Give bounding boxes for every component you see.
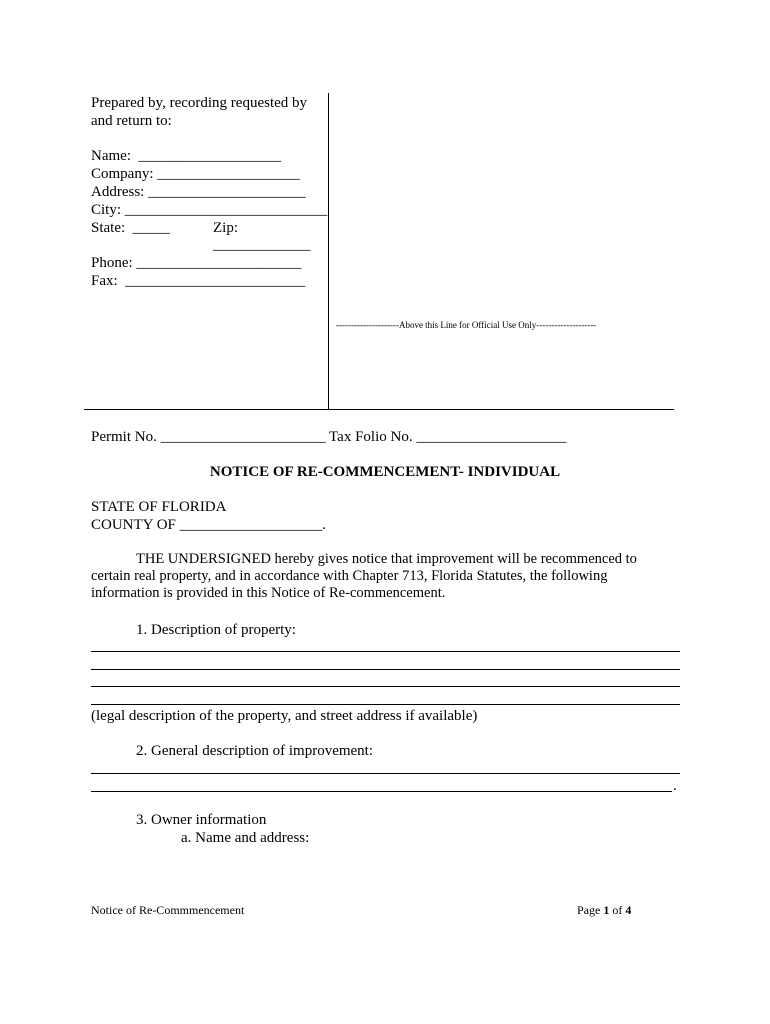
official-use-divider <box>328 93 329 409</box>
section1-heading: 1. Description of property: <box>136 622 296 638</box>
name-field[interactable]: Name: ___________________ <box>91 148 281 164</box>
page-current: 1 <box>603 903 610 917</box>
county-line[interactable]: COUNTY OF ___________________. <box>91 517 326 533</box>
state-field[interactable]: State: _____ <box>91 220 171 236</box>
property-description-line[interactable] <box>91 704 680 705</box>
intro-line3: information is provided in this Notice of Re-commencement. <box>91 585 446 601</box>
header-separator <box>84 409 674 410</box>
city-field[interactable]: City: ___________________________ <box>91 202 328 218</box>
page-of: of <box>609 903 626 917</box>
permit-tax-folio-line[interactable]: Permit No. ______________________ Tax Folio No. ____________________ <box>91 429 567 445</box>
section2-end-period: . <box>673 778 677 794</box>
prepared-by-line2: and return to: <box>91 113 172 129</box>
footer-page-number <box>577 903 631 917</box>
improvement-description-line[interactable] <box>91 773 680 774</box>
section1-caption: (legal description of the property, and street address if available) <box>91 708 478 724</box>
section3-heading: 3. Owner information <box>136 812 267 828</box>
official-use-label: ---------------------Above this Line for Official Use Only-------------------- <box>336 320 597 330</box>
fax-field[interactable]: Fax: ________________________ <box>91 273 306 289</box>
intro-line1: THE UNDERSIGNED hereby gives notice that improvement will be recommenced to <box>136 551 637 567</box>
zip-field[interactable]: _____________ <box>213 237 311 253</box>
footer-document-name: Notice of Re-Commmencement <box>91 903 245 917</box>
section2-heading: 2. General description of improvement: <box>136 743 374 759</box>
page-total: 4 <box>625 903 632 917</box>
zip-label: Zip: <box>213 220 238 236</box>
property-description-line[interactable] <box>91 669 680 670</box>
document-title: NOTICE OF RE-COMMENCEMENT- INDIVIDUAL <box>209 464 561 480</box>
company-field[interactable]: Company: ___________________ <box>91 166 300 182</box>
property-description-line[interactable] <box>91 651 680 652</box>
property-description-line[interactable] <box>91 686 680 687</box>
address-field[interactable]: Address: _____________________ <box>91 184 306 200</box>
page-prefix: Page <box>577 903 604 917</box>
section3-sub-a: a. Name and address: <box>181 830 310 846</box>
state-line: STATE OF FLORIDA <box>91 499 227 515</box>
phone-field[interactable]: Phone: ______________________ <box>91 255 302 271</box>
intro-line2: certain real property, and in accordance with Chapter 713, Florida Statutes, the following <box>91 568 608 584</box>
prepared-by-line1: Prepared by, recording requested by <box>91 95 308 111</box>
improvement-description-line[interactable] <box>91 791 672 792</box>
